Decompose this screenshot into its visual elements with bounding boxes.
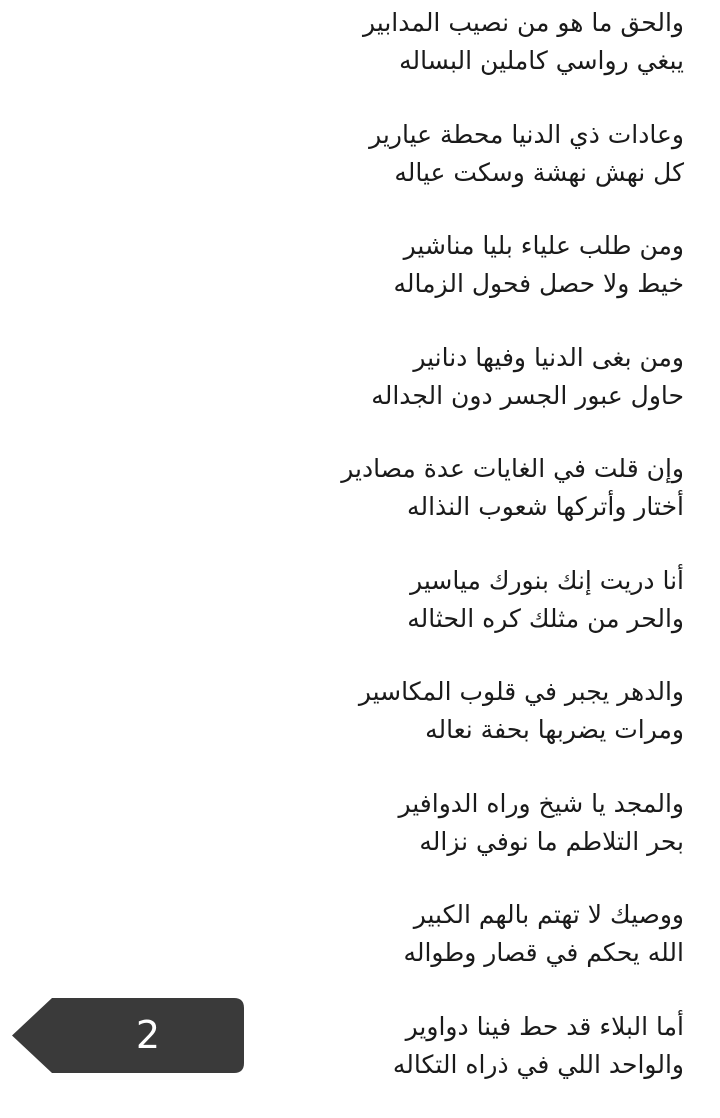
verse-line: والمجد يا شيخ وراه الدوافير — [398, 788, 684, 818]
verse-line: أما البلاء قد حط فينا دواوير — [405, 1011, 684, 1041]
poem-text — [264, 0, 684, 1115]
verse-line: ووصيك لا تهتم بالهم الكبير — [413, 900, 684, 929]
verse-line: بحر التلاطم ما نوفي نزاله — [419, 826, 684, 856]
verse-line: ومرات يضربها بحفة نعاله — [425, 715, 684, 744]
stanza-3 — [264, 223, 684, 335]
verse-line: ومن طلب علياء بليا مناشير — [403, 231, 684, 260]
stanza-4 — [264, 335, 684, 447]
verse-line: كل نهش نهشة وسكت عياله — [394, 157, 684, 187]
verse-line: ومن بغى الدنيا وفيها دنانير — [413, 342, 684, 372]
stanza-8 — [264, 781, 684, 893]
stanza-6 — [264, 558, 684, 670]
verse-line: وإن قلت في الغايات عدة مصادير — [341, 454, 684, 483]
verse-line: يبغي رواسي كاملين البساله — [399, 46, 684, 75]
stanza-5 — [264, 446, 684, 558]
stanza-2 — [264, 112, 684, 224]
stanza-1 — [264, 0, 684, 112]
verse-line: حاول عبور الجسر دون الجداله — [371, 380, 684, 410]
stanza-7 — [264, 669, 684, 781]
verse-line: أنا دريت إنك بنورك مياسير — [410, 565, 684, 595]
verse-line: أختار وأتركها شعوب النذاله — [407, 492, 684, 521]
stanza-10 — [264, 1004, 684, 1116]
verse-line: والواحد اللي في ذراه التكاله — [392, 1049, 684, 1079]
verse-line: والحق ما هو من نصيب المدابير — [363, 8, 684, 37]
page-number: 2 — [135, 1013, 161, 1057]
verse-line: والدهر يجبر في قلوب المكاسير — [358, 677, 684, 706]
stanza-9 — [264, 892, 684, 1004]
verse-line: والحر من مثلك كره الحثاله — [407, 603, 684, 633]
verse-line: الله يحكم في قصار وطواله — [403, 938, 684, 967]
page-number-badge[interactable] — [12, 998, 244, 1073]
verse-line: وعادات ذي الدنيا محطة عيارير — [369, 119, 684, 149]
verse-line: خيط ولا حصل فحول الزماله — [393, 269, 684, 298]
